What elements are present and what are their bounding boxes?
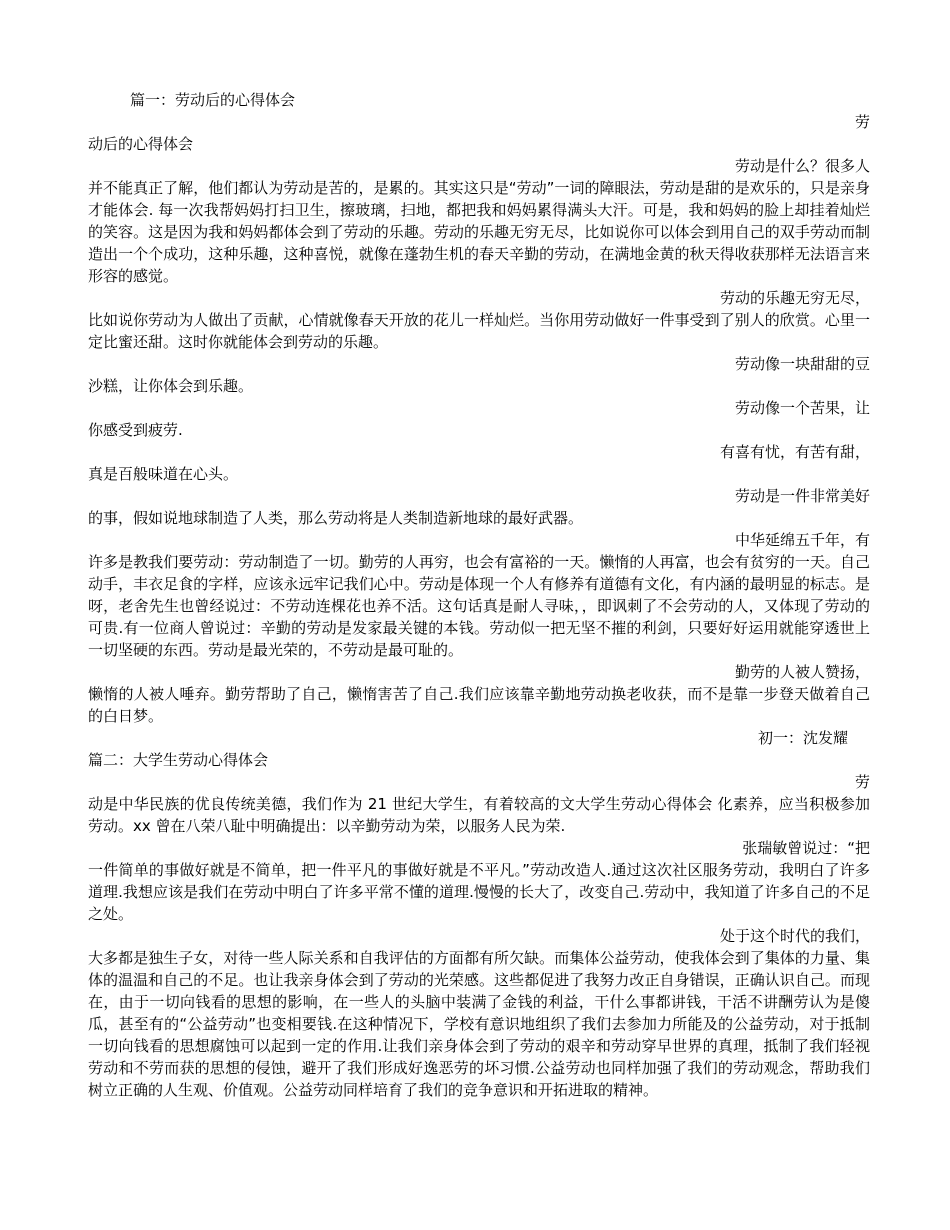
- paragraph: 你感受到疲劳.: [88, 421, 183, 439]
- paragraph: 动后的心得体会: [88, 135, 194, 153]
- paragraph-lead: 劳动是一件非常美好: [734, 487, 870, 505]
- paragraph: 的事，假如说地球制造了人类，那么劳动将是人类制造新地球的最好武器。: [88, 509, 584, 527]
- paragraph-lead: 处于这个时代的我们，: [719, 927, 870, 945]
- section-two-title: 篇二：大学生劳动心得体会: [88, 751, 269, 769]
- author-signature: 初一：沈发耀: [757, 729, 848, 747]
- paragraph-lead: 有喜有忧，有苦有甜，: [719, 443, 870, 461]
- paragraph: 动是中华民族的优良传统美德，我们作为 21 世纪大学生，有着较高的文大学生劳动心得体会 化素养，应当积极参加劳动。xx 曾在八荣八耻中明确提出：以辛勤劳动为荣，以服务人民为荣.: [88, 795, 870, 835]
- paragraph: 一件简单的事做好就是不简单，把一件平凡的事做好就是不平凡。”劳动改造人.通过这次社区服务劳动，我明白了许多道理.我想应该是我们在劳动中明白了许多平常不懂的道理.慢慢的长大了，改变自己.劳动中，我知道了许多自己的不足之处。: [88, 861, 870, 923]
- paragraph-lead: 中华延绵五千年，有: [734, 531, 870, 549]
- paragraph-lead: 劳: [854, 773, 870, 791]
- paragraph: 懒惰的人被人唾弃。勤劳帮助了自己，懒惰害苦了自己.我们应该靠辛勤地劳动换老收获，而不是靠一步登天做着自己的白日梦。: [88, 685, 870, 725]
- document-body: [88, 89, 870, 1101]
- paragraph: 并不能真正了解，他们都认为劳动是苦的，是累的。其实这只是“劳动”一词的障眼法，劳动是甜的是欢乐的，只是亲身才能体会. 每一次我帮妈妈打扫卫生，擦玻璃，扫地，都把我和妈妈累得满头大汗。可是，我和妈妈的脸上却挂着灿烂的笑容。这是因为我和妈妈都体会到了劳动的乐趣。劳动的乐趣无穷无尽，比如说你可以体会到用自己的双手劳动而制造出一个个成功，这种乐趣，这种喜悦，就像在蓬勃生机的春天辛勤的劳动，在满地金黄的秋天得收获那样无法语言来形容的感觉。: [88, 179, 870, 285]
- paragraph: 沙糕，让你体会到乐趣。: [88, 377, 254, 395]
- paragraph-lead: 劳动的乐趣无穷无尽，: [719, 289, 870, 307]
- paragraph-lead: 劳: [854, 113, 870, 131]
- paragraph: 真是百般味道在心头。: [88, 465, 239, 483]
- paragraph-lead: 劳动是什么？很多人: [734, 157, 870, 175]
- paragraph-lead: 劳动像一块甜甜的豆: [734, 355, 870, 373]
- paragraph: 大多都是独生子女，对待一些人际关系和自我评估的方面都有所欠缺。而集体公益劳动，使我体会到了集体的力量、集体的温温和自己的不足。也让我亲身体会到了劳动的光荣感。这些都促进了我努力改正自身错误，正确认识自己。而现在，由于一切向钱看的思想的影响，在一些人的头脑中装满了金钱的利益，干什么事都讲钱，干活不讲酬劳认为是傻瓜，甚至有的“公益劳动”也变相要钱.在这种情况下，学校有意识地组织了我们去参加力所能及的公益劳动，对于抵制一切向钱看的思想腐蚀可以起到一定的作用.让我们亲身体会到了劳动的艰辛和劳动穿早世界的真理，抵制了我们轻视劳动和不劳而获的思想的侵蚀，避开了我们形成好逸恶劳的坏习惯.公益劳动也同样加强了我们的劳动观念，帮助我们树立正确的人生观、价值观。公益劳动同样培育了我们的竞争意识和开拓进取的精神。: [88, 949, 870, 1099]
- paragraph-lead: 劳动像一个苦果，让: [734, 399, 870, 417]
- paragraph: 许多是教我们要劳动：劳动制造了一切。勤劳的人再穷，也会有富裕的一天。懒惰的人再富，也会有贫穷的一天。自己动手，丰衣足食的字样，应该永远牢记我们心中。劳动是体现一个人有修养有道德有文化，有内涵的最明显的标志。是呀，老舍先生也曾经说过：不劳动连棵花也养不活。这句话真是耐人寻味，，即讽刺了不会劳动的人，又体现了劳动的可贵.有一位商人曾说过：辛勤的劳动是发家最关键的本钱。劳动似一把无坚不摧的利剑，只要好好运用就能穿透世上一切坚硬的东西。劳动是最光荣的，不劳动是最可耻的。: [88, 553, 870, 659]
- section-one-title: 篇一：劳动后的心得体会: [130, 91, 296, 109]
- paragraph-lead: 张瑞敏曾说过：“把: [742, 839, 870, 857]
- paragraph-lead: 勤劳的人被人赞扬，: [734, 663, 870, 681]
- paragraph: 比如说你劳动为人做出了贡献，心情就像春天开放的花儿一样灿烂。当你用劳动做好一件事受到了别人的欣赏。心里一定比蜜还甜。这时你就能体会到劳动的乐趣。: [88, 311, 870, 351]
